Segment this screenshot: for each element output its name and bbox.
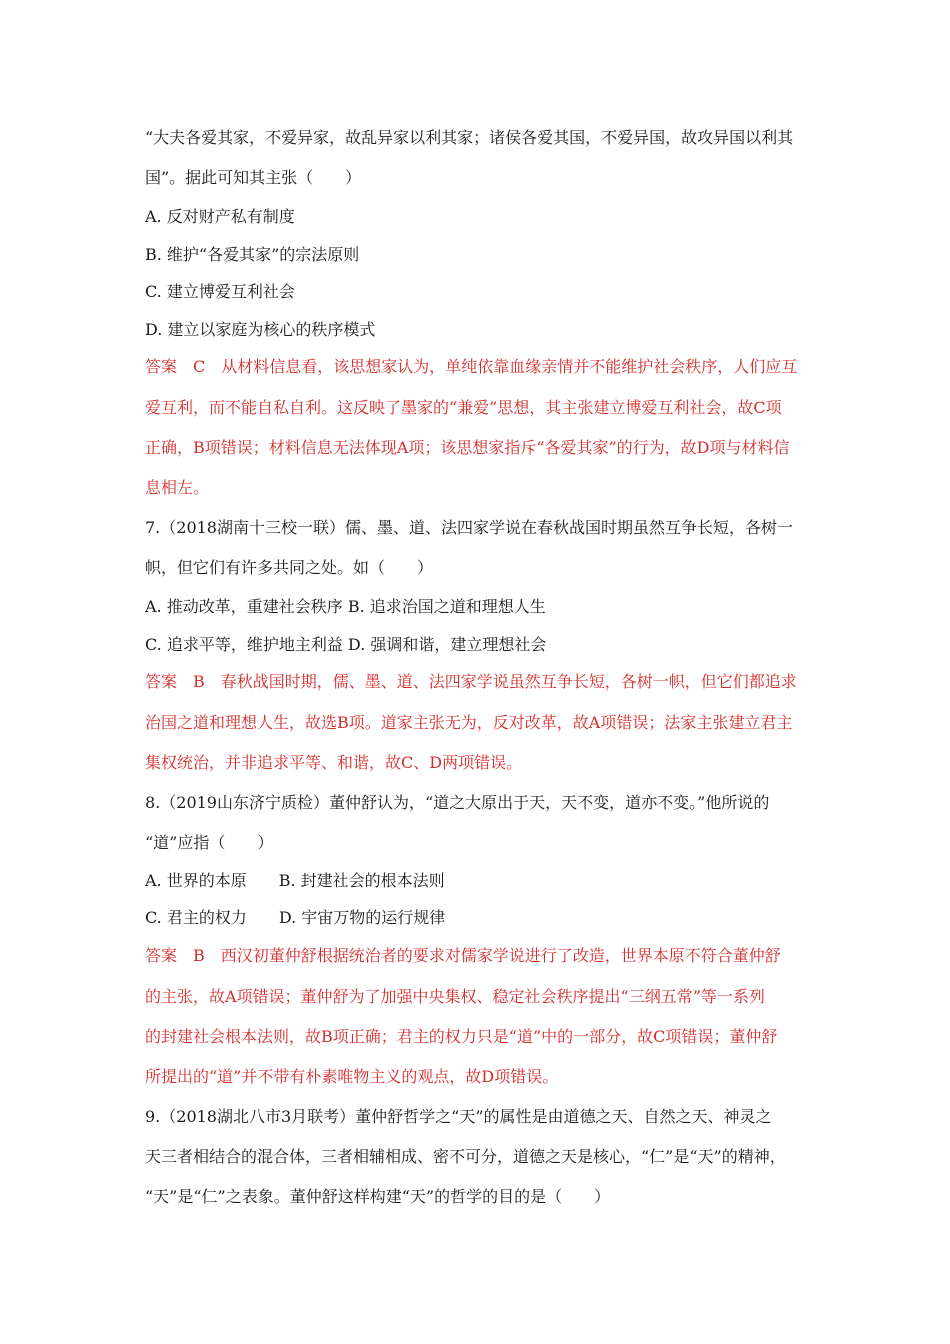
option-c: C. 建立博爱互利社会 [145,282,295,301]
options-cd: C. 追求平等，维护地主利益 D. 强调和谐，建立理想社会 [145,635,547,654]
answer-line: 爱互利，而不能自私自利。这反映了墨家的“兼爱”思想，其主张建立博爱互利社会，故C项 [145,398,782,417]
question-text-line: 国”。据此可知其主张（ ） [145,168,362,187]
answer-line: 治国之道和理想人生，故选B项。道家主张无为，反对改革，故A项错误；法家主张建立君主 [145,713,793,732]
option-b: B. 维护“各爱其家”的宗法原则 [145,245,360,264]
option-d: D. 建立以家庭为核心的秩序模式 [145,320,376,339]
question-9-text: “天”是“仁”之表象。董仲舒这样构建“天”的哲学的目的是（ ） [145,1187,611,1206]
options-ab: A. 推动改革，重建社会秩序 B. 追求治国之道和理想人生 [145,597,546,616]
question-9-text: 9.（2018湖北八市3月联考）董仲舒哲学之“天”的属性是由道德之天、自然之天、神灵之 [145,1107,772,1126]
answer-line: 答案 B 春秋战国时期，儒、墨、道、法四家学说虽然互争长短，各树一帜，但它们都追求 [145,672,797,691]
question-text-line: “大夫各爱其家，不爱异家，故乱异家以利其家；诸侯各爱其国，不爱异国，故攻异国以利其 [145,128,794,147]
answer-line: 的主张，故A项错误；董仲舒为了加强中央集权、稳定社会秩序提出“三纲五常”等一系列 [145,987,765,1006]
answer-line: 的封建社会根本法则，故B项正确；君主的权力只是“道”中的一部分，故C项错误；董仲舒 [145,1027,778,1046]
answer-line: 答案 B 西汉初董仲舒根据统治者的要求对儒家学说进行了改造，世界本原不符合董仲舒 [145,946,781,965]
question-7-text: 7.（2018湖南十三校一联）儒、墨、道、法四家学说在春秋战国时期虽然互争长短，各树一 [145,518,793,537]
answer-line: 所提出的“道”并不带有朴素唯物主义的观点，故D项错误。 [145,1067,559,1086]
question-8-text: “道”应指（ ） [145,833,274,852]
options-ab: A. 世界的本原 B. 封建社会的根本法则 [145,871,445,890]
answer-line: 答案 C 从材料信息看，该思想家认为，单纯依靠血缘亲情并不能维护社会秩序，人们应互 [145,357,798,376]
question-8-text: 8.（2019山东济宁质检）董仲舒认为，“道之大原出于天，天不变，道亦不变。”他所说的 [145,793,770,812]
option-a: A. 反对财产私有制度 [145,207,295,226]
answer-line: 正确，B项错误；材料信息无法体现A项；该思想家指斥“各爱其家”的行为，故D项与材料信 [145,438,790,457]
options-cd: C. 君主的权力 D. 宇宙万物的运行规律 [145,908,446,927]
question-7-text: 帜，但它们有许多共同之处。如（ ） [145,558,434,577]
answer-line: 集权统治，并非追求平等、和谐，故C、D两项错误。 [145,753,523,772]
answer-line: 息相左。 [145,478,210,497]
question-9-text: 天三者相结合的混合体，三者相辅相成、密不可分，道德之天是核心，“仁”是“天”的精神， [145,1147,786,1166]
